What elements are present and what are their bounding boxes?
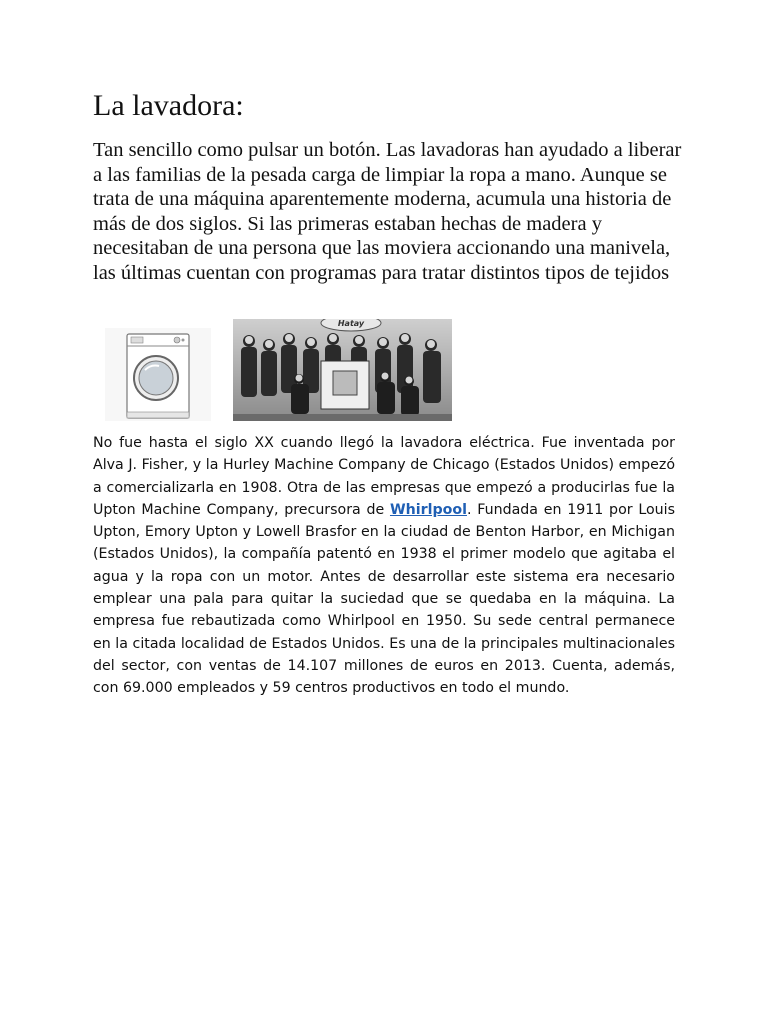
washing-machine-image bbox=[105, 328, 211, 421]
whirlpool-link[interactable]: Whirlpool bbox=[389, 501, 467, 518]
intro-paragraph: Tan sencillo como pulsar un botón. Las lavadoras han ayudado a liberar a las familias de la pesada carga de limpiar la ropa a mano. Aunque se trata de una máquina aparentemente moderna, acumula una historia de más de dos siglos. Si las primeras estaban hechas de madera y necesitaban de una persona que las moviera accionando una manivela, las últimas cuentan con programas para tratar distintos tipos de tejidos bbox=[93, 139, 682, 284]
body-text-after-link: . Fundada en 1911 por Louis Upton, Emory Upton y Lowell Brasfor en la ciudad de Benton Harbor, en Michigan (Estados Unidos), la compañía patentó en 1938 el primer modelo que agitaba el agua y la ropa con un motor. Antes de desarrollar este sistema era necesario emplear una pala para quitar la suciedad que se quedaba en la máquina. La empresa fue rebautizada como Whirlpool en 1950. Su sede central permanece en la citada localidad de Estados Unidos. Es una de la principales multinacionales del sector, con ventas de 14.107 millones de euros en 2013. Cuenta, además, con 69.000 empleados y 59 centros productivos en todo el mundo. bbox=[93, 501, 675, 697]
historical-group-photo bbox=[233, 319, 452, 421]
page-title: La lavadora: bbox=[93, 89, 244, 122]
body-text-before-link: No fue hasta el siglo XX cuando llegó la lavadora eléctrica. Fue inventada por Alva J. Fisher, y la Hurley Machine Company de Chicago (Estados Unidos) empezó a comercializarla en 1908. Otra de las empresas que empezó a producirlas fue la Upton Machine Company, precursora de bbox=[93, 435, 675, 518]
body-paragraph bbox=[93, 432, 675, 700]
photo-banner-text: Hatay bbox=[337, 319, 365, 328]
